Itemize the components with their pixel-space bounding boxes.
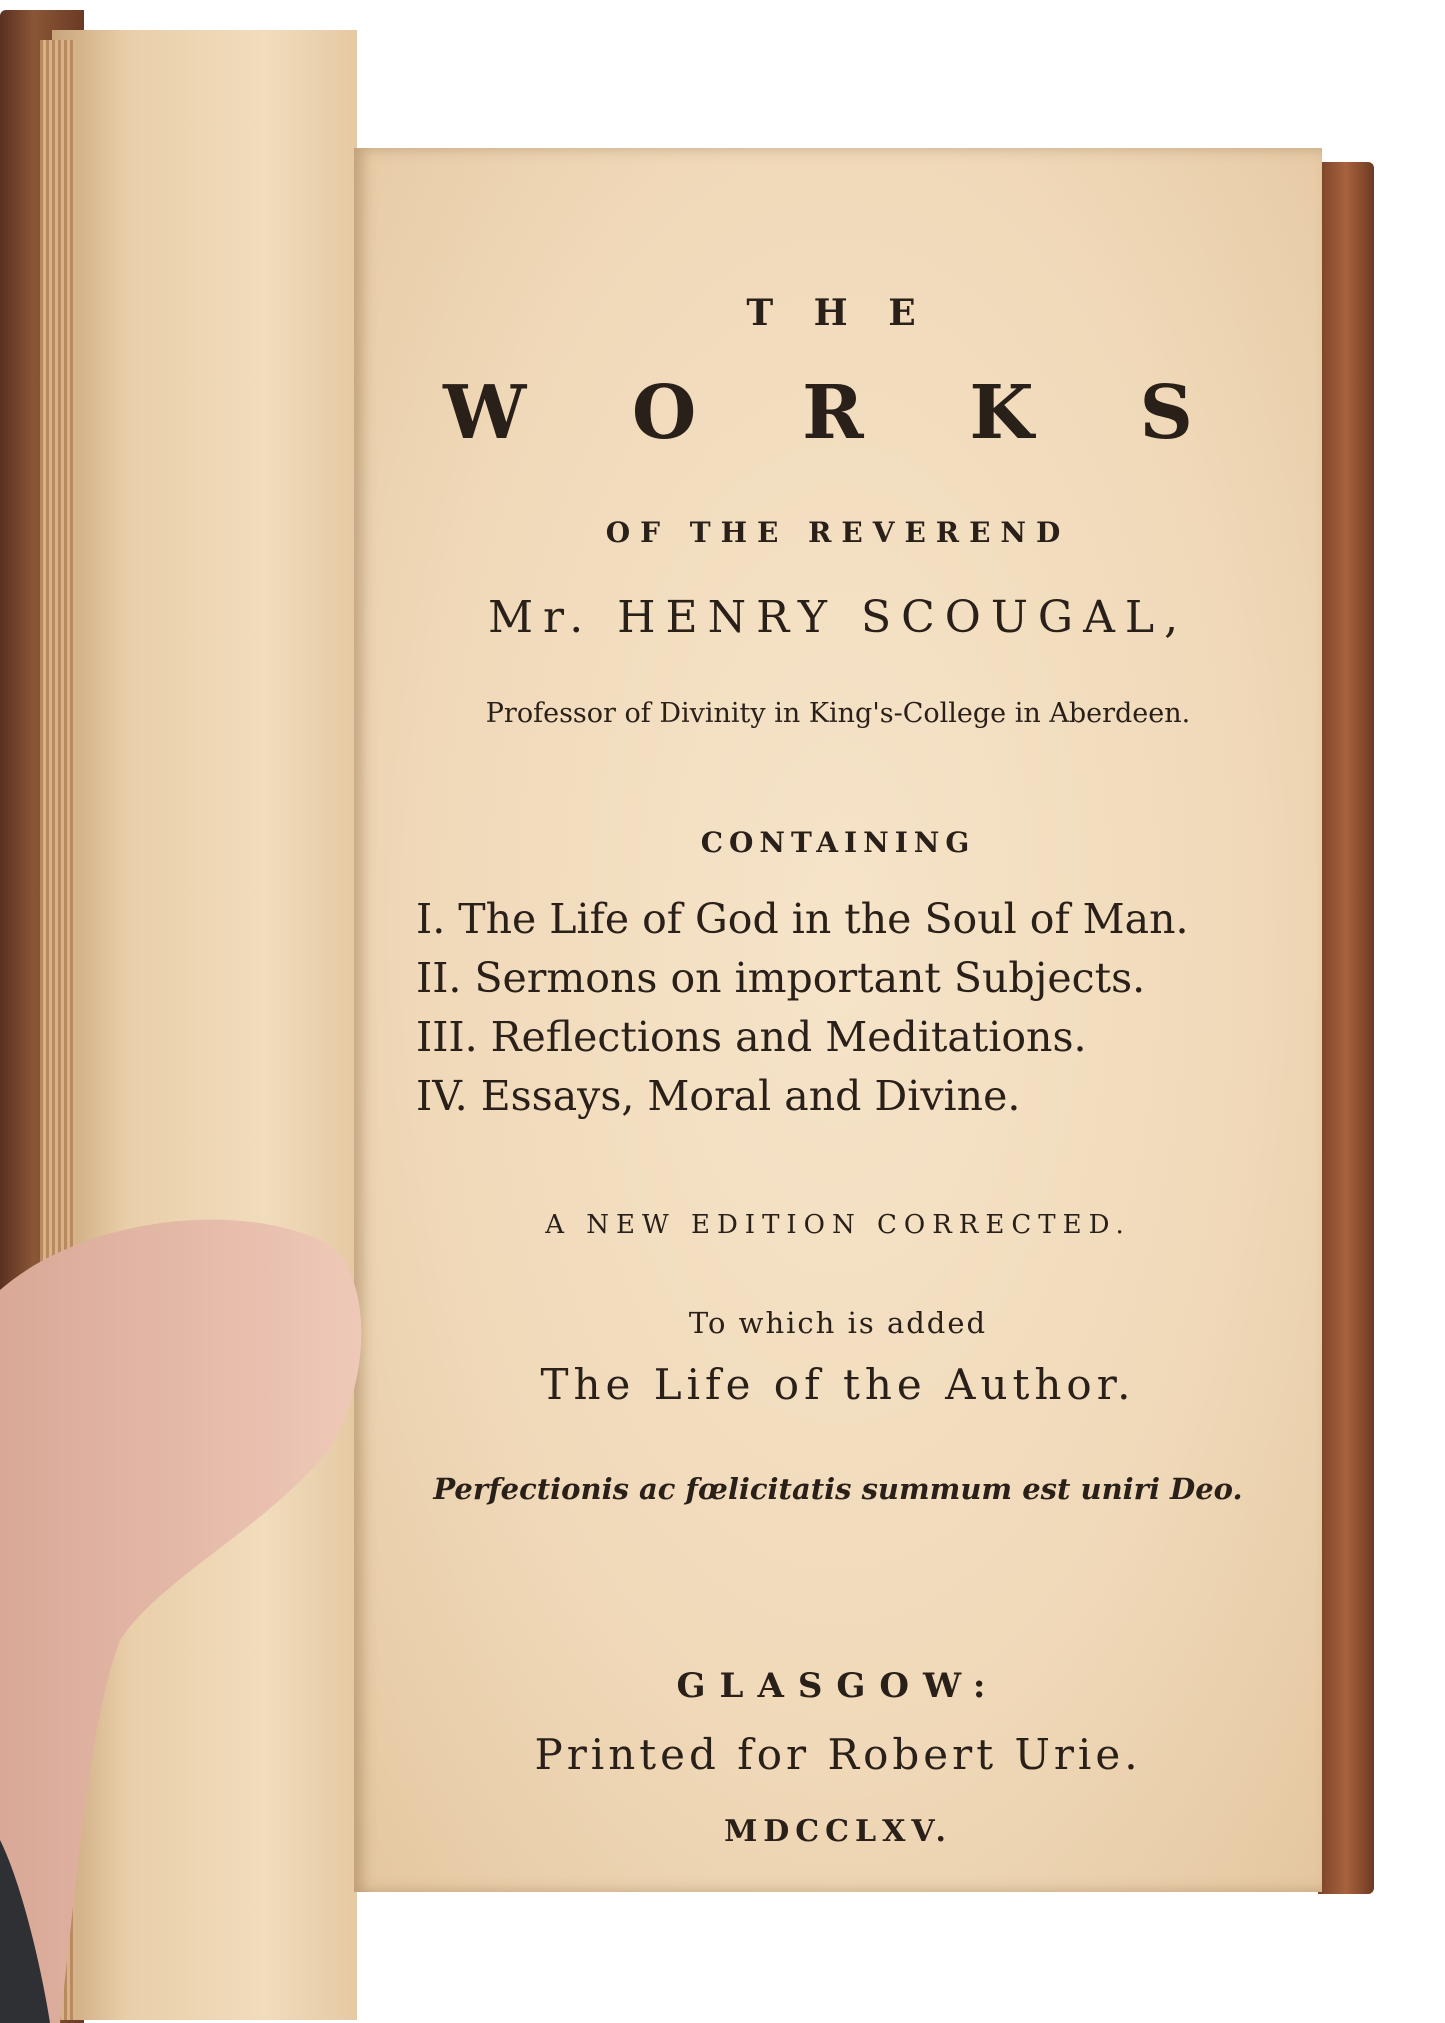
place-of-printing: GLASGOW: [676, 1666, 1000, 1706]
right-book-cover [1318, 162, 1374, 1894]
latin-motto: Perfectionis ac fœlicitatis summum est uniri Deo. [433, 1472, 1243, 1506]
printer: Printed for Robert Urie. [534, 1730, 1142, 1779]
containing-label: CONTAINING [700, 826, 976, 859]
edition-note: A NEW EDITION CORRECTED. [545, 1210, 1131, 1240]
contents-item: II. Sermons on important Subjects. [416, 954, 1146, 1002]
author-title: Professor of Divinity in King's-College in Aberdeen. [485, 698, 1191, 729]
of-the-reverend: OF THE REVEREND [605, 516, 1071, 549]
year: MDCCLXV. [724, 1814, 952, 1849]
added-intro: To which is added [688, 1306, 988, 1340]
contents-item: IV. Essays, Moral and Divine. [416, 1072, 1021, 1120]
contents-item: III. Reflections and Meditations. [416, 1013, 1087, 1061]
the-heading: T H E [746, 292, 930, 334]
added-work: The Life of the Author. [540, 1360, 1136, 1409]
contents-list [416, 890, 1189, 1126]
author-name: Mr. HENRY SCOUGAL, [487, 592, 1189, 643]
contents-item: I. The Life of God in the Soul of Man. [416, 895, 1189, 943]
works-heading: W O R K S [443, 370, 1233, 456]
hand-holding-book [0, 1200, 400, 2023]
